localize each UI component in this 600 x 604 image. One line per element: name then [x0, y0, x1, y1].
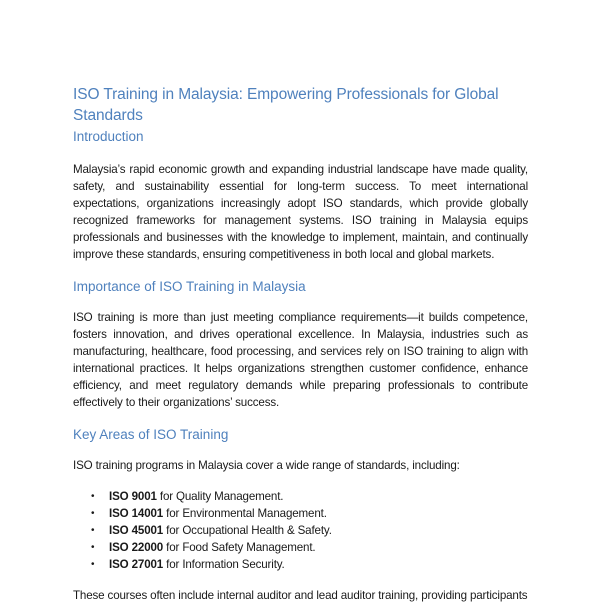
list-item	[73, 539, 528, 556]
iso-standard-code: ISO 9001	[109, 490, 157, 503]
iso-standard-description: for Information Security.	[163, 558, 285, 571]
iso-standard-description: for Occupational Health & Safety.	[163, 524, 332, 537]
section-heading-importance: Importance of ISO Training in Malaysia	[73, 279, 306, 294]
iso-standard-description: for Food Safety Management.	[163, 541, 316, 554]
bullet-icon: •	[91, 559, 95, 570]
bullet-icon: •	[91, 525, 95, 536]
iso-standard-code: ISO 14001	[109, 507, 164, 520]
iso-standard-description: for Quality Management.	[156, 490, 284, 503]
document-page	[73, 84, 528, 604]
importance-paragraph: ISO training is more than just meeting compliance requirements—it builds competence, fosters innovation, and drives operational excellence. In Malaysia, industries such as manufacturing, healthcare, food processing, and services rely on ISO training to align with international practices. It helps organizations strengthen customer confidence, enhance efficiency, and meet regulatory demands while preparing professionals to contribute effectively to their organizations’ success.	[73, 311, 528, 409]
iso-standard-code: ISO 27001	[109, 558, 164, 571]
iso-standard-code: ISO 45001	[109, 524, 164, 537]
list-item	[73, 488, 528, 505]
list-item	[73, 522, 528, 539]
list-item	[73, 556, 528, 573]
iso-standard-description: for Environmental Management.	[163, 507, 327, 520]
key-areas-intro: ISO training programs in Malaysia cover a wide range of standards, including:	[73, 459, 460, 472]
key-areas-trailing-paragraph: These courses often include internal auditor and lead auditor training, providing participants	[73, 589, 528, 602]
list-item	[73, 505, 528, 522]
bullet-icon: •	[91, 491, 95, 502]
document-title: ISO Training in Malaysia: Empowering Professionals for Global Standards	[73, 86, 499, 124]
section-heading-introduction: Introduction	[73, 129, 144, 144]
bullet-icon: •	[91, 542, 95, 553]
iso-standard-code: ISO 22000	[109, 541, 164, 554]
section-heading-key-areas: Key Areas of ISO Training	[73, 427, 229, 442]
iso-standards-list	[73, 488, 528, 573]
bullet-icon: •	[91, 508, 95, 519]
introduction-paragraph: Malaysia’s rapid economic growth and expanding industrial landscape have made quality, safety, and sustainability essential for long-term success. To meet international expectations, organizations increasingly adopt ISO standards, which provide globally recognized frameworks for management systems. ISO training in Malaysia equips professionals and businesses with the knowledge to implement, maintain, and continually improve these standards, ensuring competitiveness in both local and global markets.	[73, 163, 528, 261]
